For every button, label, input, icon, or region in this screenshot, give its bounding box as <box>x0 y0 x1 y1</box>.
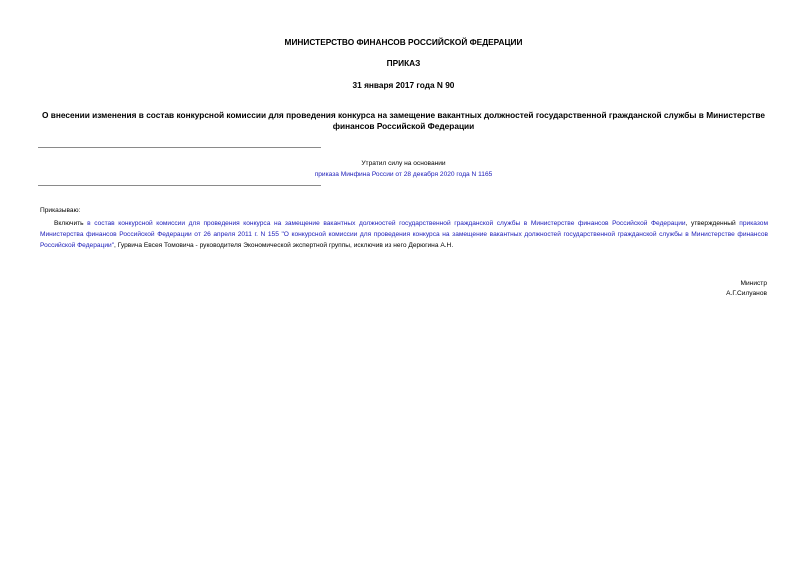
status-note <box>260 158 547 180</box>
body-text-part-3: , Гурвича Евсея Томовича - руководителя Экономической экспертной группы, исключив из него Дерюгина А.Н. <box>114 242 454 249</box>
order-155-link[interactable]: приказом Министерства финансов Российской Федерации от 26 апреля 2011 г. N 155 "О конкурсной комиссии для проведения конкурса на замещение вакантных должностей государственной гражданской службы в Министерстве финансов Российской Федерации" <box>40 220 768 249</box>
body-text-part-1: Включить <box>54 220 88 227</box>
body-text-part-2: , утвержденный <box>685 220 740 227</box>
divider-bottom <box>38 185 321 186</box>
order-body-paragraph <box>40 218 768 251</box>
document-type: ПРИКАЗ <box>386 58 421 68</box>
document-date-number: 31 января 2017 года N 90 <box>352 80 455 90</box>
basis-order-link[interactable]: приказа Минфина России от 28 декабря 2020 года N 1165 <box>314 171 493 178</box>
lost-force-text: Утратил силу на основании <box>361 160 446 167</box>
commission-composition-link[interactable]: в состав конкурсной комиссии для проведения конкурса на замещение вакантных должностей государственной гражданской службы в Министерстве финансов Российской Федерации <box>87 220 686 227</box>
order-label: Приказываю: <box>40 207 81 214</box>
ministry-name: МИНИСТЕРСТВО ФИНАНСОВ РОССИЙСКОЙ ФЕДЕРАЦИИ <box>284 37 523 47</box>
signatory-position: Министр <box>740 280 767 287</box>
divider-top <box>38 147 321 148</box>
document-title: О внесении изменения в состав конкурсной комиссии для проведения конкурса на замещение вакантных должностей государственной гражданской службы в Министерстве финансов Российской Федерации <box>42 110 765 131</box>
signatory-name: А.Г.Силуанов <box>726 290 767 297</box>
